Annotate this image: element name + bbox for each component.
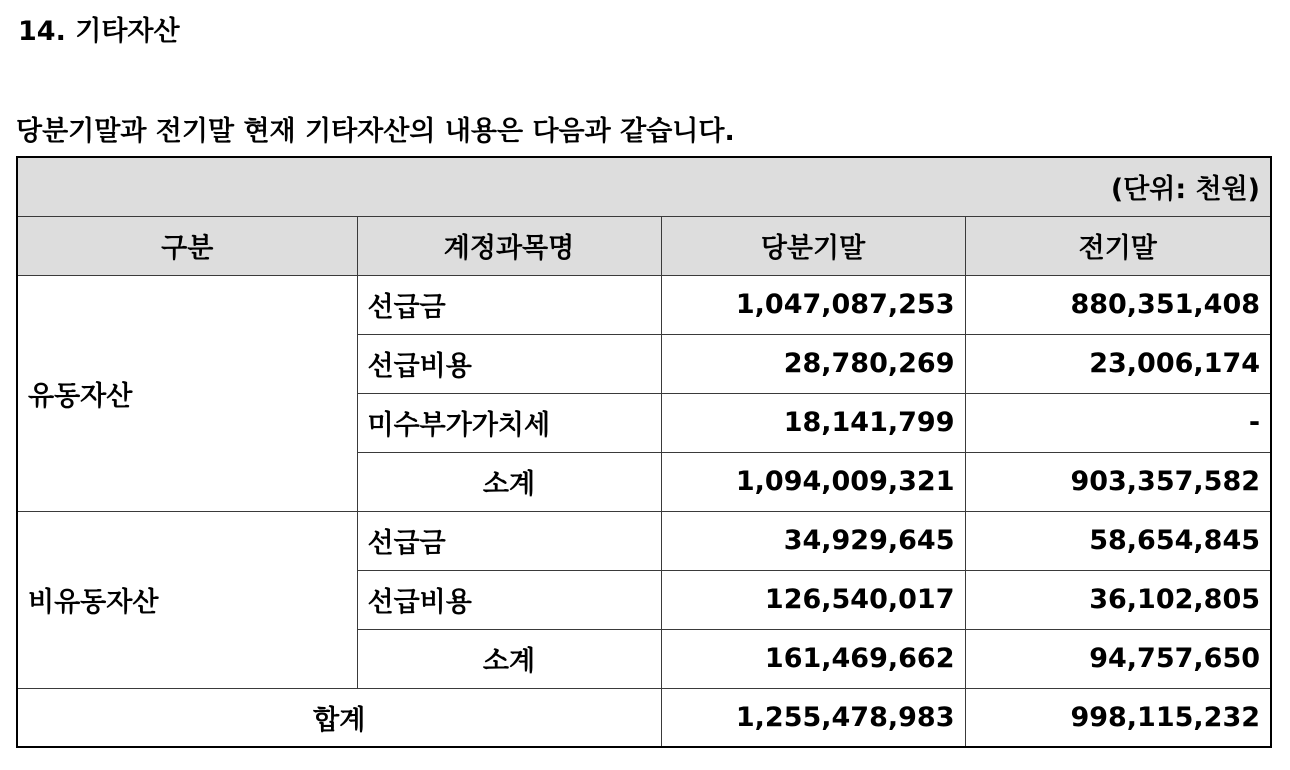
section-number: 14. — [18, 16, 66, 47]
table-row — [17, 511, 1271, 570]
prior-value: 23,006,174 — [965, 334, 1271, 393]
current-value: 126,540,017 — [661, 570, 965, 629]
header-prior: 전기말 — [965, 216, 1271, 275]
header-category: 구분 — [17, 216, 357, 275]
prior-value: 58,654,845 — [965, 511, 1271, 570]
account-cell: 선급비용 — [357, 570, 661, 629]
total-prior: 998,115,232 — [965, 688, 1271, 747]
section-title: 기타자산 — [75, 16, 180, 47]
total-row — [17, 688, 1271, 747]
intro-text: 당분기말과 전기말 현재 기타자산의 내용은 다음과 같습니다. — [16, 116, 735, 147]
header-row — [17, 216, 1271, 275]
current-value: 28,780,269 — [661, 334, 965, 393]
header-current: 당분기말 — [661, 216, 965, 275]
account-cell: 미수부가가치세 — [357, 393, 661, 452]
subtotal-current: 1,094,009,321 — [661, 452, 965, 511]
unit-row — [17, 157, 1271, 216]
subtotal-label: 소계 — [357, 629, 661, 688]
header-account: 계정과목명 — [357, 216, 661, 275]
prior-value: 36,102,805 — [965, 570, 1271, 629]
section-heading — [18, 12, 180, 52]
account-cell: 선급금 — [357, 511, 661, 570]
account-cell: 선급비용 — [357, 334, 661, 393]
current-value: 34,929,645 — [661, 511, 965, 570]
table-row — [17, 275, 1271, 334]
subtotal-prior: 903,357,582 — [965, 452, 1271, 511]
group-current-assets: 유동자산 — [17, 275, 357, 511]
subtotal-prior: 94,757,650 — [965, 629, 1271, 688]
prior-value: 880,351,408 — [965, 275, 1271, 334]
total-label: 합계 — [17, 688, 661, 747]
unit-label: (단위: 천원) — [17, 157, 1271, 216]
subtotal-label: 소계 — [357, 452, 661, 511]
subtotal-current: 161,469,662 — [661, 629, 965, 688]
total-current: 1,255,478,983 — [661, 688, 965, 747]
other-assets-table — [16, 156, 1272, 748]
account-cell: 선급금 — [357, 275, 661, 334]
group-noncurrent-assets: 비유동자산 — [17, 511, 357, 688]
current-value: 1,047,087,253 — [661, 275, 965, 334]
current-value: 18,141,799 — [661, 393, 965, 452]
prior-value: - — [965, 393, 1271, 452]
